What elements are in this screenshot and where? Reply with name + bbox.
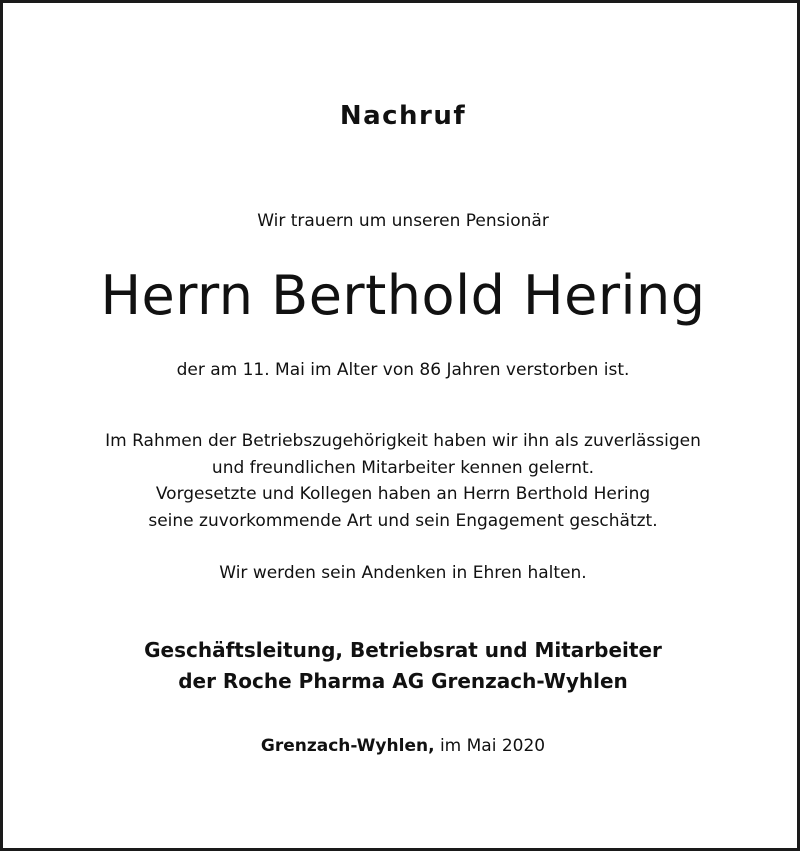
deceased-name: Herrn Berthold Hering	[100, 264, 706, 327]
place-name: Grenzach-Wyhlen,	[260, 736, 435, 756]
signature-block	[3, 635, 800, 697]
signature-line: der Roche Pharma AG Grenzach-Wyhlen	[178, 669, 628, 693]
tribute-line: und freundlichen Mitarbeiter kennen gelernt.	[211, 457, 595, 478]
tribute-line: Im Rahmen der Betriebszugehörigkeit haben wir ihn als zuverlässigen	[105, 431, 701, 451]
tribute-line: seine zuvorkommende Art und sein Engagement geschätzt.	[148, 510, 658, 531]
notice-heading: Nachruf	[339, 101, 467, 131]
intro-text: Wir trauern um unseren Pensionär	[257, 211, 549, 231]
death-details: der am 11. Mai im Alter von 86 Jahren verstorben ist.	[176, 360, 630, 380]
place-date	[3, 734, 800, 758]
signature-line: Geschäftsleitung, Betriebsrat und Mitarbeiter	[144, 638, 662, 662]
tribute-line: Vorgesetzte und Kollegen haben an Herrn Berthold Hering	[155, 484, 651, 504]
date-text: im Mai 2020	[439, 736, 546, 756]
closing-text: Wir werden sein Andenken in Ehren halten.	[219, 563, 587, 583]
tribute-text	[3, 428, 800, 534]
